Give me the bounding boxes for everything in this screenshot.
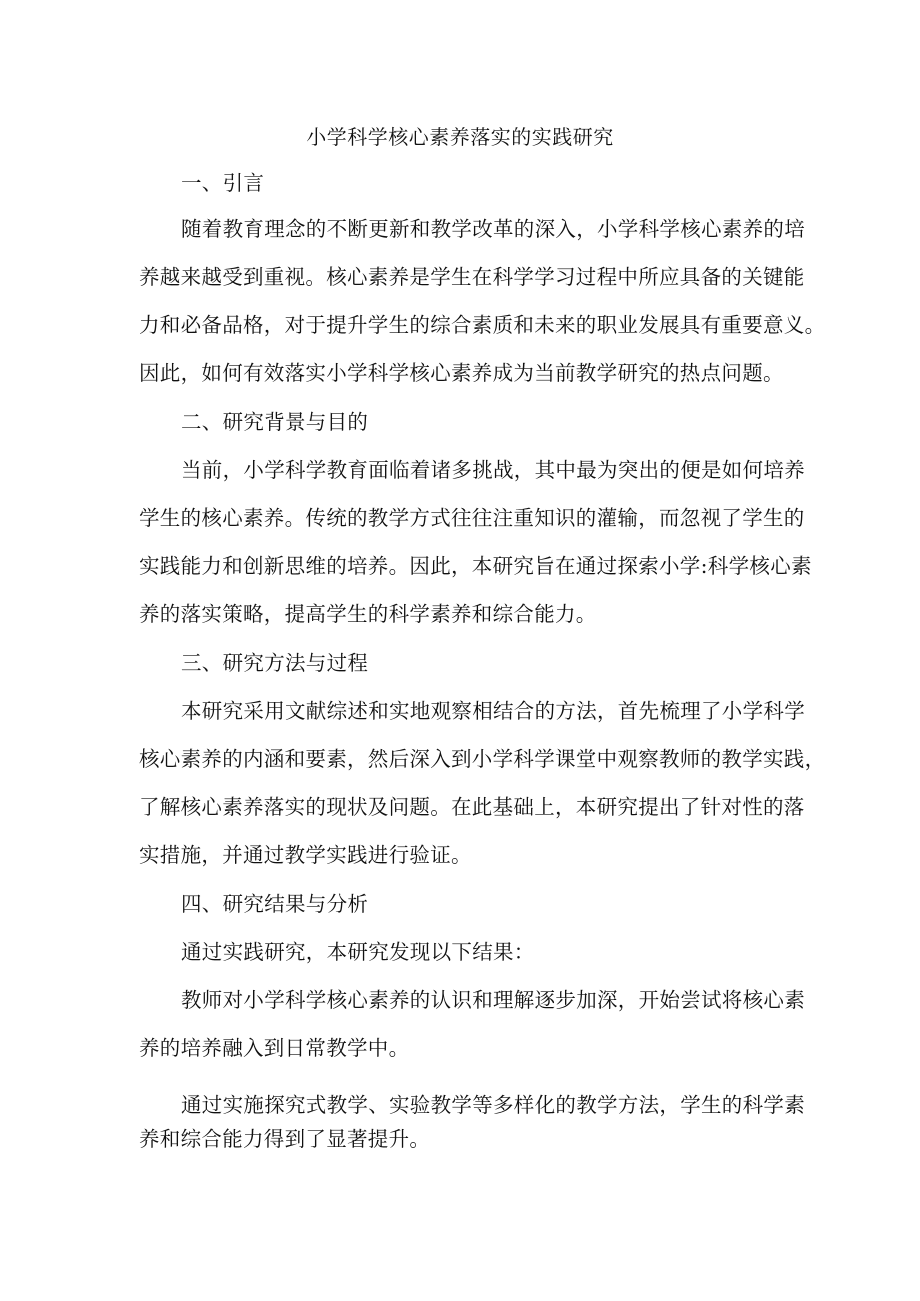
paragraph-line: 当前，小学科学教育面临着诸多挑战，其中最为突出的便是如何培养	[181, 458, 805, 482]
section-heading-introduction: 一、引言	[181, 171, 265, 195]
paragraph-line: 实践能力和创新思维的培养。因此，本研究旨在通过探索小学:科学核心素	[139, 554, 812, 578]
paragraph-line: 本研究采用文献综述和实地观察相结合的方法，首先梳理了小学科学	[181, 699, 805, 723]
paragraph-line: 核心素养的内涵和要素，然后深入到小学科学课堂中观察教师的教学实践，	[139, 747, 826, 771]
paragraph-line: 因此，如何有效落实小学科学核心素养成为当前教学研究的热点问题。	[139, 361, 784, 385]
document-title: 小学科学核心素养落实的实践研究	[306, 125, 614, 149]
paragraph-line: 养的落实策略，提高学生的科学素养和综合能力。	[139, 602, 597, 626]
paragraph-line: 力和必备品格，对于提升学生的综合素质和未来的职业发展具有重要意义。	[139, 313, 826, 337]
paragraph-line: 养越来越受到重视。核心素养是学生在科学学习过程中所应具备的关键能	[139, 265, 805, 289]
paragraph-line: 通过实践研究，本研究发现以下结果：	[181, 940, 535, 964]
paragraph-line: 了解核心素养落实的现状及问题。在此基础上，本研究提出了针对性的落	[139, 795, 805, 819]
paragraph-line: 养的培养融入到日常教学中。	[139, 1036, 410, 1060]
section-heading-results: 四、研究结果与分析	[181, 892, 369, 916]
paragraph-line: 通过实施探究式教学、实验教学等多样化的教学方法，学生的科学素	[181, 1093, 805, 1117]
paragraph-line: 养和综合能力得到了显著提升。	[139, 1127, 431, 1151]
paragraph-line: 实措施，并通过教学实践进行验证。	[139, 843, 472, 867]
paragraph-line: 学生的核心素养。传统的教学方式往往注重知识的灌输，而忽视了学生的	[139, 506, 805, 530]
section-heading-methods: 三、研究方法与过程	[181, 651, 369, 675]
paragraph-line: 随着教育理念的不断更新和教学改革的深入，小学科学核心素养的培	[181, 217, 805, 241]
section-heading-background: 二、研究背景与目的	[181, 410, 369, 434]
paragraph-line: 教师对小学科学核心素养的认识和理解逐步加深，开始尝试将核心素	[181, 988, 805, 1012]
